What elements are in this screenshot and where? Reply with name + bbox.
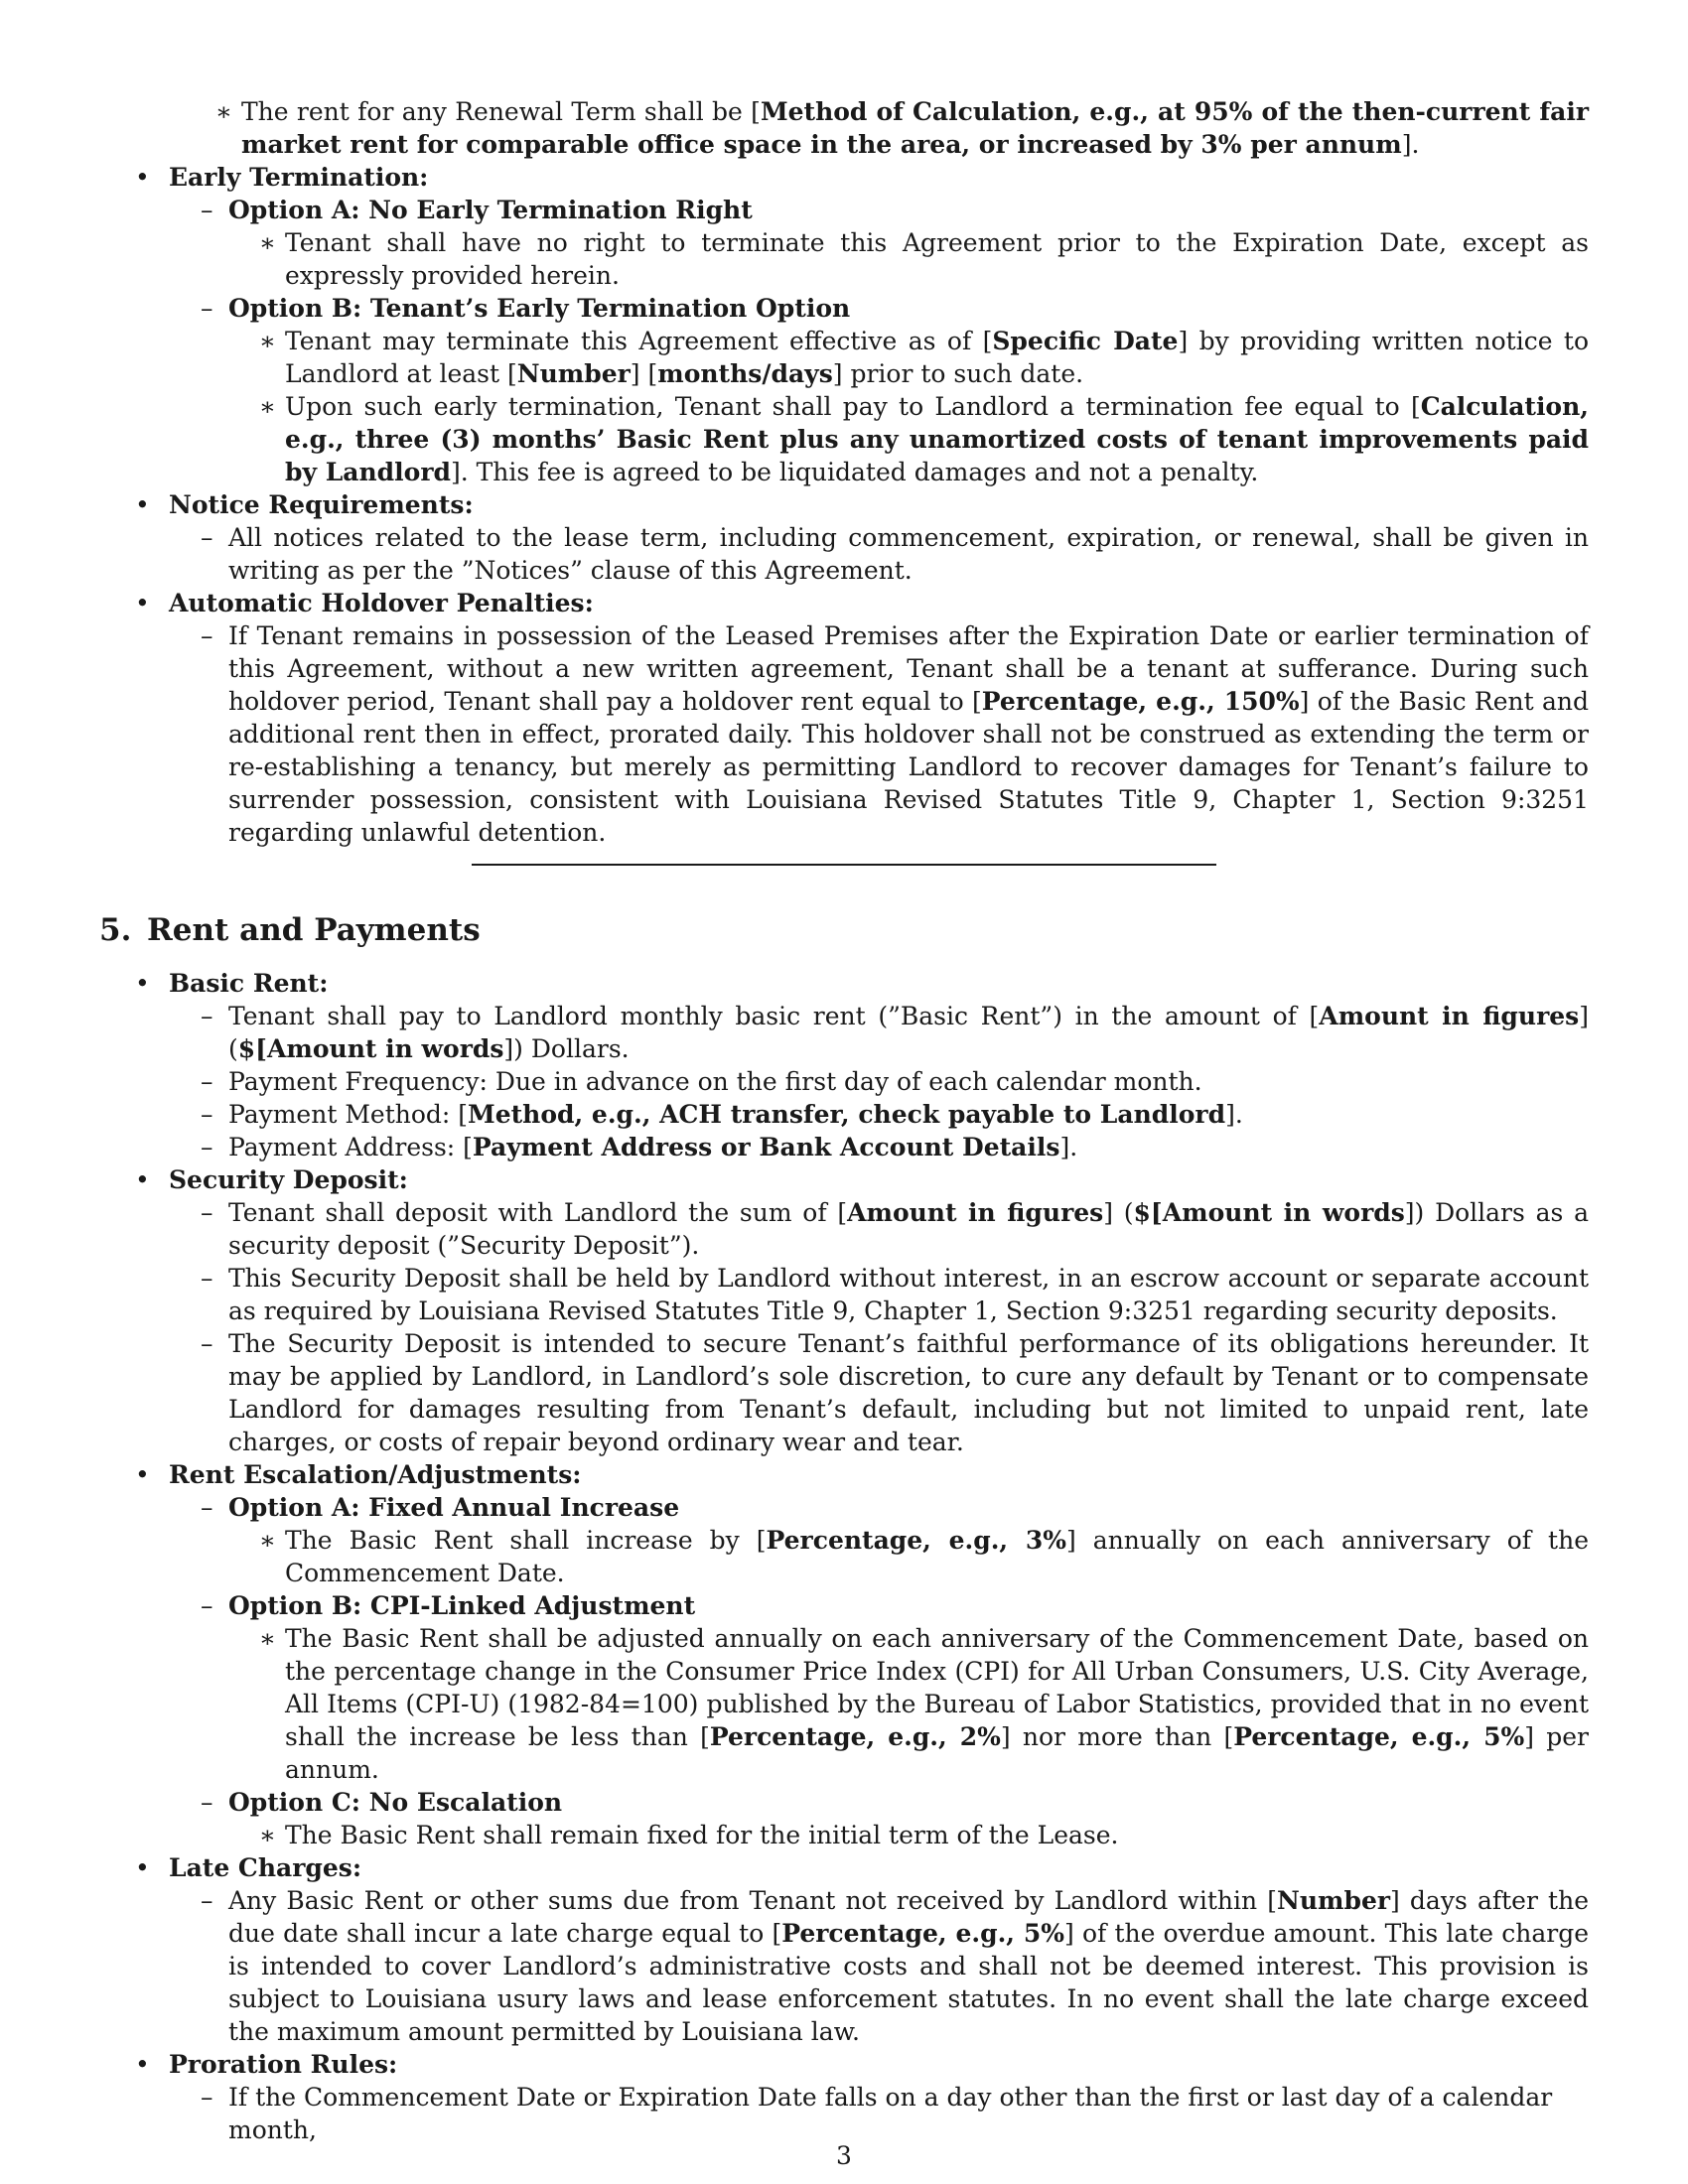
escalation-option-a-text: ∗ The Basic Rent shall increase by [Percentage, e.g., 3%] annually on each anniversary of the Commencement Date. (228, 1524, 1589, 1589)
renewal-continuation (99, 95, 1589, 161)
basic-rent-item: • Basic Rent: – Tenant shall pay to Landlord monthly basic rent (”Basic Rent”) in the amount of [Amount in figures] ($[Amount in words]) Dollars. – Payment Frequency: Due in advance on the first day of each calendar month. – Payment Method: [Method, e.g., ACH transfer, check payable to Landlord]. – Payment Address: [Payment Address or Bank Account Details]. (99, 967, 1589, 1163)
section-heading (99, 910, 1589, 950)
early-termination-heading: Early Termination: (169, 163, 429, 192)
page-number: 3 (836, 2141, 852, 2170)
option-a-item: – Option A: No Early Termination Right ∗ Tenant shall have no right to terminate this Agreement prior to the Expiration Date, except as expressly provided herein. (169, 194, 1589, 292)
option-b-item: – Option B: Tenant’s Early Termination Option ∗ Tenant may terminate this Agreement effective as of [Specific Date] by providing written notice to Landlord at least [Number] [months/days] prior to such date. ∗ Upon such early termination, Tenant shall pay to Landlord a termination fee equal to [Calculation, e.g., three (3) months’ Basic Rent plus any unamortized costs of tenant improvements paid by Landlord]. This fee is agreed to be liquidated damages and not a penalty. (169, 292, 1589, 488)
payment-method: – Payment Method: [Method, e.g., ACH transfer, check payable to Landlord]. (169, 1098, 1589, 1131)
escalation-option-b-text: ∗ The Basic Rent shall be adjusted annually on each anniversary of the Commencement Date, based on the percentage change in the Consumer Price Index (CPI) for All Urban Consumers, U.S. City Average, All Items (CPI-U) (1982-84=100) published by the Bureau of Labor Statistics, provided that in no event shall the increase be less than [Percentage, e.g., 2%] nor more than [Percentage, e.g., 5%] per annum. (228, 1622, 1589, 1786)
basic-rent-amount: – Tenant shall pay to Landlord monthly basic rent (”Basic Rent”) in the amount of [Amount in figures] ($[Amount in words]) Dollars. (169, 1000, 1589, 1065)
option-b-notice-clause: ∗ Tenant may terminate this Agreement effective as of [Specific Date] by providing written notice to Landlord at least [Number] [months/days] prior to such date. (228, 325, 1589, 390)
escalation-option-b: – Option B: CPI-Linked Adjustment ∗ The Basic Rent shall be adjusted annually on each anniversary of the Commencement Date, based on the percentage change in the Consumer Price Index (CPI) for All Urban Consumers, U.S. City Average, All Items (CPI-U) (1982-84=100) published by the Bureau of Labor Statistics, provided that in no event shall the increase be less than [Percentage, e.g., 2%] nor more than [Percentage, e.g., 5%] per annum. (169, 1589, 1589, 1786)
option-b-fee-clause: ∗ Upon such early termination, Tenant shall pay to Landlord a termination fee equal to [Calculation, e.g., three (3) months’ Basic Rent plus any unamortized costs of tenant improvements paid by Landlord]. This fee is agreed to be liquidated damages and not a penalty. (228, 390, 1589, 488)
proration-rules-item: • Proration Rules: – If the Commencement Date or Expiration Date falls on a day other than the first or last day of a calendar month, (99, 2048, 1589, 2146)
security-deposit-item: • Security Deposit: – Tenant shall deposit with Landlord the sum of [Amount in figures] ($[Amount in words]) Dollars as a security deposit (”Security Deposit”). – This Security Deposit shall be held by Landlord without interest, in an escrow account or separate account as required by Louisiana Revised Statutes Title 9, Chapter 1, Section 9:3251 regarding security deposits. – The Security Deposit is intended to secure Tenant’s faithful performance of its obligations hereunder. It may be applied by Landlord, in Landlord’s sole discretion, to cure any default by Tenant or to compensate Landlord for damages resulting from Tenant’s default, including but not limited to unpaid rent, late charges, or costs of repair beyond ordinary wear and tear. (99, 1163, 1589, 1458)
lease-term-continuation (99, 95, 1589, 849)
escalation-option-c-text: ∗ The Basic Rent shall remain fixed for the initial term of the Lease. (228, 1819, 1589, 1851)
notice-requirements-item: • Notice Requirements: – All notices related to the lease term, including commencement, expiration, or renewal, shall be given in writing as per the ”Notices” clause of this Agreement. (99, 488, 1589, 587)
payment-address: – Payment Address: [Payment Address or Bank Account Details]. (169, 1131, 1589, 1163)
notice-text: – All notices related to the lease term, including commencement, expiration, or renewal, shall be given in writing as per the ”Notices” clause of this Agreement. (169, 521, 1589, 587)
security-deposit-amount: – Tenant shall deposit with Landlord the sum of [Amount in figures] ($[Amount in words]) Dollars as a security deposit (”Security Deposit”). (169, 1196, 1589, 1262)
renewal-rent-clause: ∗ The rent for any Renewal Term shall be [Method of Calculation, e.g., at 95% of the then-current fair market rent for comparable office space in the area, or increased by 3% per annum]. (185, 95, 1589, 161)
holdover-text: – If Tenant remains in possession of the Leased Premises after the Expiration Date or earlier termination of this Agreement, without a new written agreement, Tenant shall be a tenant at sufferance. During such holdover period, Tenant shall pay a holdover rent equal to [Percentage, e.g., 150%] of the Basic Rent and additional rent then in effect, prorated daily. This holdover shall not be construed as extending the term or re-establishing a tenancy, but merely as permitting Landlord to recover damages for Tenant’s failure to surrender possession, consistent with Louisiana Revised Statutes Title 9, Chapter 1, Section 9:3251 regarding unlawful detention. (169, 619, 1589, 849)
security-deposit-purpose: – The Security Deposit is intended to secure Tenant’s faithful performance of its obligations hereunder. It may be applied by Landlord, in Landlord’s sole discretion, to cure any default by Tenant or to compensate Landlord for damages resulting from Tenant’s default, including but not limited to unpaid rent, late charges, or costs of repair beyond ordinary wear and tear. (169, 1327, 1589, 1458)
escalation-option-c: – Option C: No Escalation ∗ The Basic Rent shall remain fixed for the initial term of the Lease. (169, 1786, 1589, 1851)
payment-frequency: – Payment Frequency: Due in advance on the first day of each calendar month. (169, 1065, 1589, 1098)
section-title: Rent and Payments (147, 912, 481, 948)
late-charges-text: – Any Basic Rent or other sums due from Tenant not received by Landlord within [Number] days after the due date shall incur a late charge equal to [Percentage, e.g., 5%] of the overdue amount. This late charge is intended to cover Landlord’s administrative costs and shall not be deemed interest. This provision is subject to Louisiana usury laws and lease enforcement statutes. In no event shall the late charge exceed the maximum amount permitted by Louisiana law. (169, 1884, 1589, 2048)
rent-and-payments-body (99, 967, 1589, 2146)
section-divider (472, 864, 1216, 866)
late-charges-item: • Late Charges: – Any Basic Rent or other sums due from Tenant not received by Landlord within [Number] days after the due date shall incur a late charge equal to [Percentage, e.g., 5%] of the overdue amount. This late charge is intended to cover Landlord’s administrative costs and shall not be deemed interest. This provision is subject to Louisiana usury laws and lease enforcement statutes. In no event shall the late charge exceed the maximum amount permitted by Louisiana law. (99, 1851, 1589, 2048)
option-a-text: ∗ Tenant shall have no right to terminate this Agreement prior to the Expiration Date, except as expressly provided herein. (228, 226, 1589, 292)
holdover-item: • Automatic Holdover Penalties: – If Tenant remains in possession of the Leased Premises after the Expiration Date or earlier termination of this Agreement, without a new written agreement, Tenant shall be a tenant at sufferance. During such holdover period, Tenant shall pay a holdover rent equal to [Percentage, e.g., 150%] of the Basic Rent and additional rent then in effect, prorated daily. This holdover shall not be construed as extending the term or re-establishing a tenancy, but merely as permitting Landlord to recover damages for Tenant’s failure to surrender possession, consistent with Louisiana Revised Statutes Title 9, Chapter 1, Section 9:3251 regarding unlawful detention. (99, 587, 1589, 849)
rent-escalation-item: • Rent Escalation/Adjustments: – Option A: Fixed Annual Increase ∗ The Basic Rent shall increase by [Percentage, e.g., 3%] annually on each anniversary of the Commencement Date. – Option B: CPI-Linked Adjustment ∗ The Basic Rent shall be adjusted annually on each anniversary of the Commencement Date, based on the percentage change in the Consumer Price Index (CPI) for All Urban Consumers, U.S. City Average, All Items (CPI-U) (1982-84=100) published by the Bureau of Labor Statistics, provided that in no event shall the increase be less than [Percentage, e.g., 2%] nor more than [Percentage, e.g., 5%] per annum. – Option C: No Escalation ∗ The Basic Rent shall remain fixed for the initial term of the Lease. (99, 1458, 1589, 1851)
proration-text: – If the Commencement Date or Expiration Date falls on a day other than the first or last day of a calendar month, (169, 2081, 1589, 2146)
early-termination-item (99, 161, 1589, 488)
escalation-option-a: – Option A: Fixed Annual Increase ∗ The Basic Rent shall increase by [Percentage, e.g., 3%] annually on each anniversary of the Commencement Date. (169, 1491, 1589, 1589)
security-deposit-escrow: – This Security Deposit shall be held by Landlord without interest, in an escrow account or separate account as required by Louisiana Revised Statutes Title 9, Chapter 1, Section 9:3251 regarding security deposits. (169, 1262, 1589, 1327)
section-number: 5. (99, 912, 132, 948)
